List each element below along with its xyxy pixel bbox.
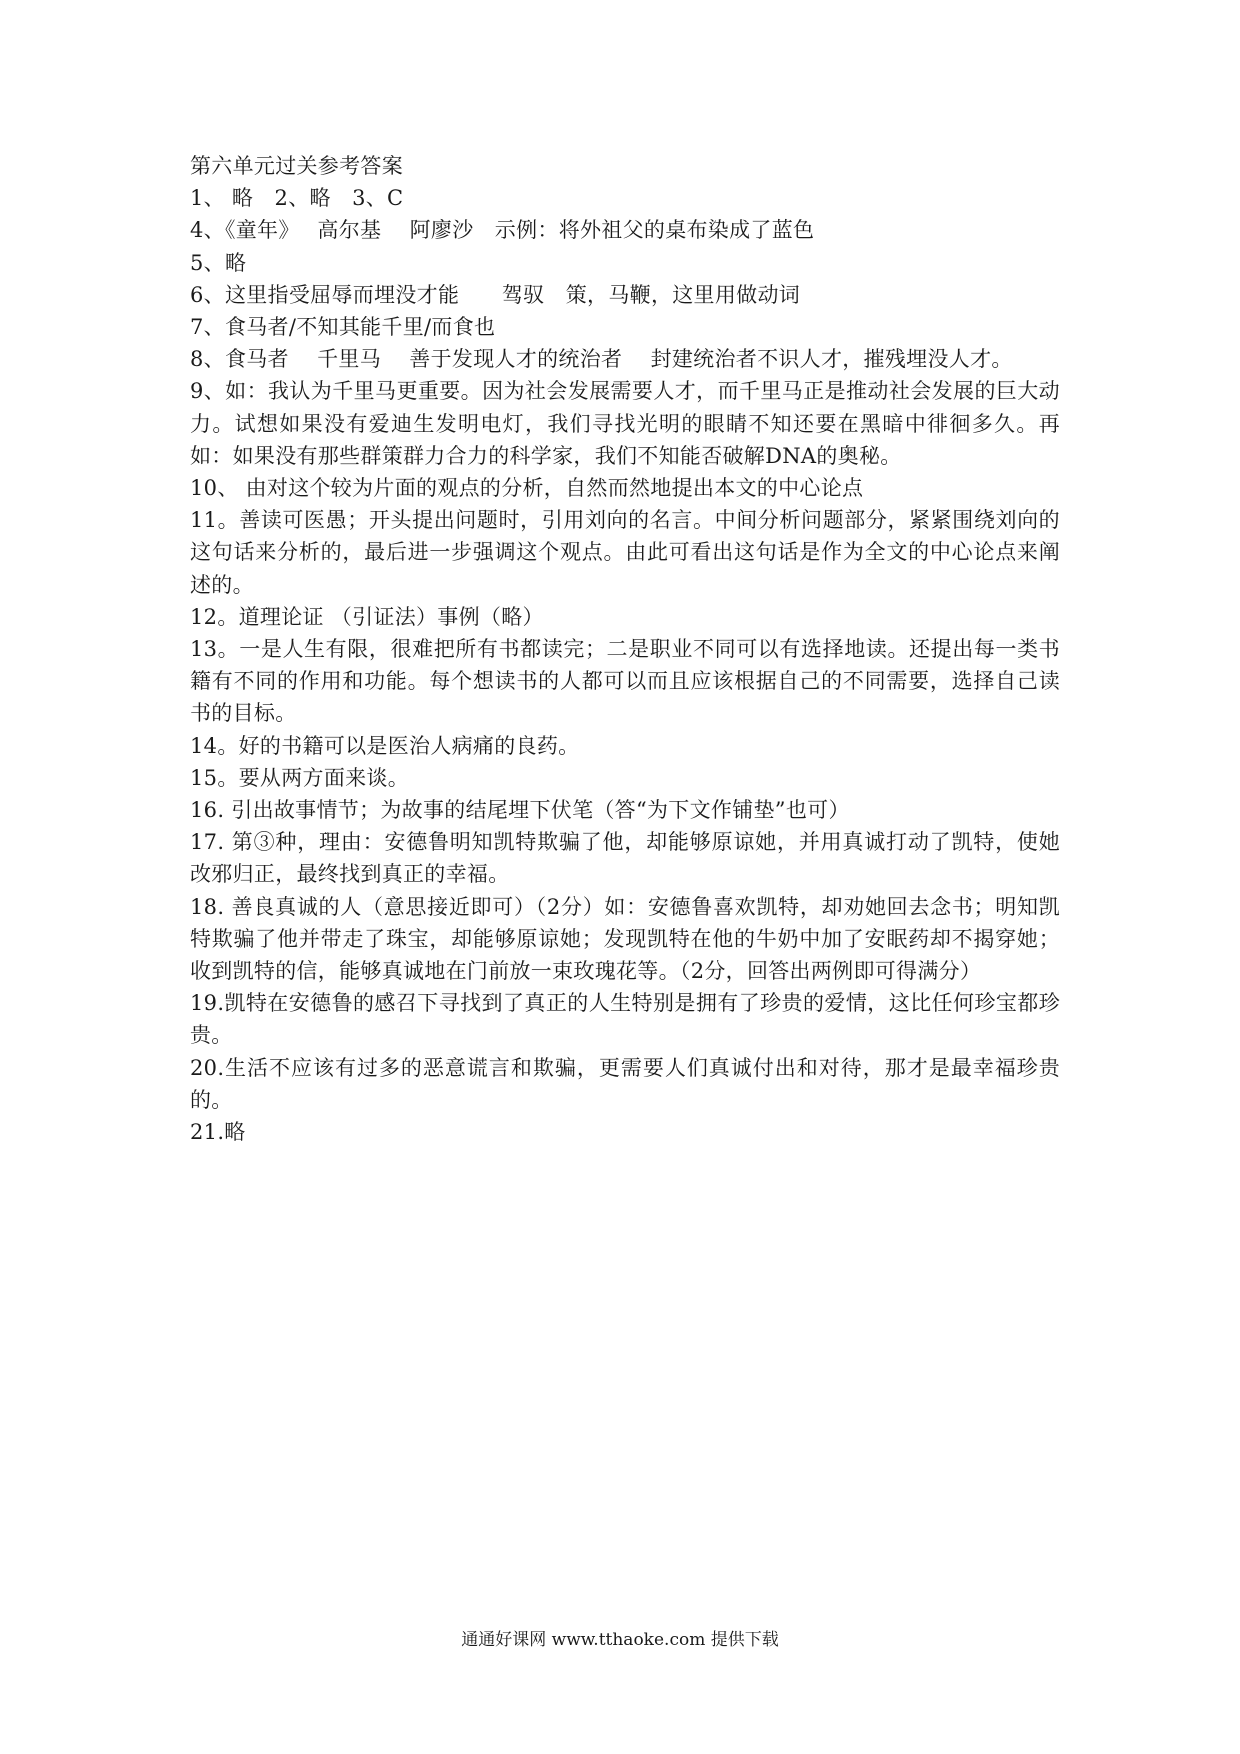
page-title: 第六单元过关参考答案 [190, 154, 403, 178]
answer-item-19: 19.凯特在安德鲁的感召下寻找到了真正的人生特别是拥有了珍贵的爱情，这比任何珍宝都珍贵。 [190, 991, 1060, 1048]
answer-item-6: 6、这里指受屈辱而埋没才能 驾驭 策，马鞭，这里用做动词 [190, 282, 801, 307]
answer-item-9: 9、如：我认为千里马更重要。因为社会发展需要人才，而千里马正是推动社会发展的巨大动力。试想如果没有爱迪生发明电灯，我们寻找光明的眼睛不知还要在黑暗中徘徊多久。再如：如果没有那些群策群力合力的科学家，我们不知能否破解DNA的奥秘。 [190, 379, 1060, 468]
download-footer: 通通好课网 www.tthaoke.com 提供下载 [461, 1630, 779, 1650]
answer-content [190, 150, 1060, 1148]
answer-item-15: 15。要从两方面来谈。 [190, 765, 410, 790]
answer-item-10: 10、 由对这个较为片面的观点的分析，自然而然地提出本文的中心论点 [190, 476, 864, 501]
answer-item-17: 17. 第③种，理由：安德鲁明知凯特欺骗了他，却能够原谅她，并用真诚打动了凯特，使她改邪归正，最终找到真正的幸福。 [190, 830, 1060, 887]
answer-item-7: 7、食马者/不知其能千里/而食也 [190, 315, 496, 340]
answer-item-14: 14。好的书籍可以是医治人病痛的良药。 [190, 733, 580, 758]
answer-item-12: 12。道理论证 （引证法）事例（略） [190, 604, 544, 629]
answer-item-13: 13。一是人生有限，很难把所有书都读完；二是职业不同可以有选择地读。还提出每一类书籍有不同的作用和功能。每个想读书的人都可以而且应该根据自己的不同需要，选择自己读书的目标。 [190, 637, 1060, 726]
answer-item-4: 4、《童年》 高尔基 阿廖沙 示例：将外祖父的桌布染成了蓝色 [190, 218, 815, 243]
answer-item-11: 11。善读可医愚；开头提出问题时，引用刘向的名言。中间分析问题部分，紧紧围绕刘向的这句话来分析的，最后进一步强调这个观点。由此可看出这句话是作为全文的中心论点来阐述的。 [190, 508, 1060, 597]
answer-item-5: 5、略 [190, 250, 247, 275]
answer-item-8: 8、食马者 千里马 善于发现人才的统治者 封建统治者不识人才，摧残埋没人才。 [190, 347, 1013, 372]
answer-item-20: 20.生活不应该有过多的恶意谎言和欺骗，更需要人们真诚付出和对待，那才是最幸福珍贵的。 [190, 1055, 1060, 1112]
answer-item-21: 21.略 [190, 1120, 246, 1145]
answer-item-16: 16. 引出故事情节；为故事的结尾埋下伏笔（答“为下文作铺垫”也可） [190, 798, 850, 823]
answer-item-18: 18. 善良真诚的人（意思接近即可）（2分）如：安德鲁喜欢凯特，却劝她回去念书；明知凯特欺骗了他并带走了珠宝，却能够原谅她；发现凯特在他的牛奶中加了安眠药却不揭穿她；收到凯特的信，能够真诚地在门前放一束玫瑰花等。（2分，回答出两例即可得满分） [190, 894, 1060, 984]
answer-item-1: 1、 略 2、略 3、C [190, 186, 404, 211]
